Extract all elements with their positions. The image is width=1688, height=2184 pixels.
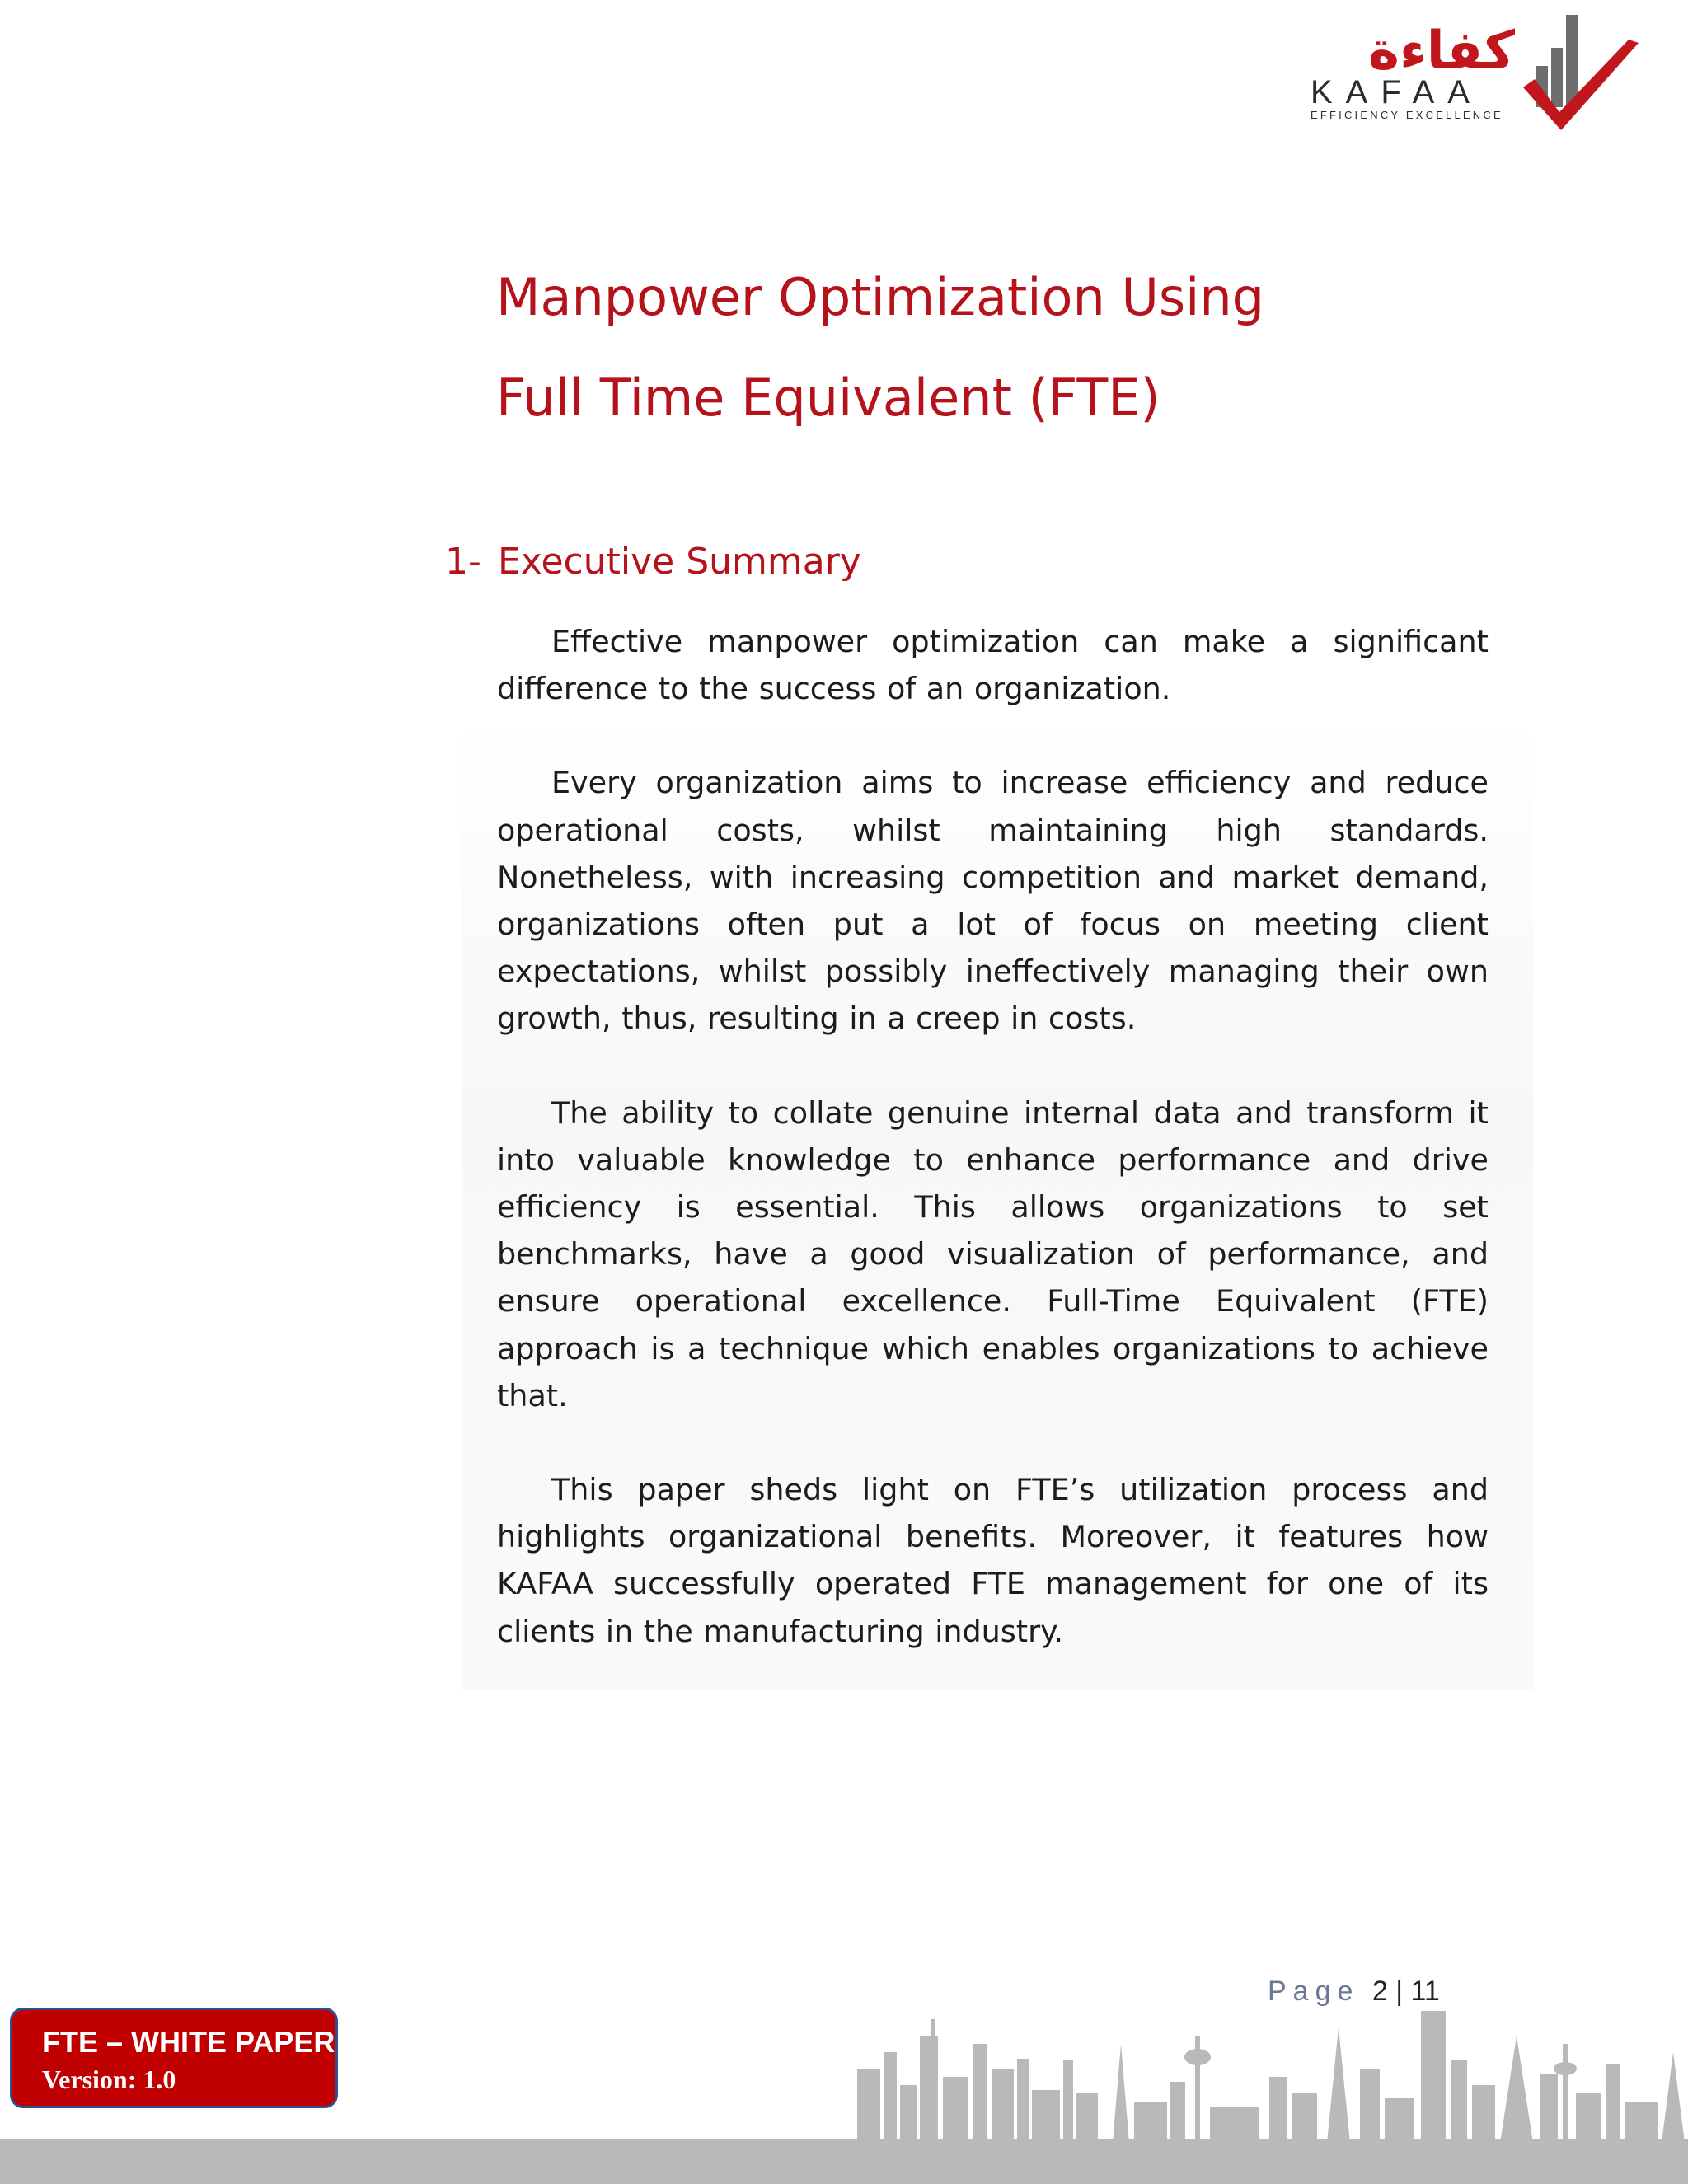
page-number [1268, 1973, 1440, 2009]
section-number: 1- [445, 541, 481, 583]
paragraph: The ability to collate genuine internal data and transform it into valuable knowledge to enhance performance and drive efficiency is essential. This allows organizations to set benchmarks, have a good visualization of performance, and ensure operational excellence. Full-Time Equivalent (FTE) approach is a technique which enables organizations to achieve that. [497, 1094, 1489, 1413]
paragraph: Effective manpower optimization can make a significant difference to the success of an organization. [497, 624, 1489, 707]
document-badge [10, 2008, 338, 2108]
document-title [496, 247, 1485, 448]
kafaa-logo [1302, 15, 1640, 138]
city-skyline-illustration [841, 2011, 1688, 2143]
section-body [497, 618, 1489, 1702]
title-line-2: Full Time Equivalent (FTE) [496, 368, 1160, 428]
title-line-1: Manpower Optimization Using [496, 267, 1264, 327]
badge-version: Version: 1.0 [42, 2064, 176, 2094]
logo-tagline: EFFICIENCY EXCELLENCE [1311, 109, 1503, 121]
footer-band [0, 2139, 1688, 2184]
section-heading [445, 537, 861, 587]
paragraph: Every organization aims to increase efficiency and reduce operational costs, whilst maintaining high standards. Nonetheless, with increasing competition and market demand, organizations often put a lot of focus on meeting client expectations, whilst possibly ineffectively managing their own growth, thus, resulting in a creep in costs. [497, 765, 1489, 1037]
section-title: Executive Summary [498, 541, 861, 583]
logo-arabic-text: كفاءة [1368, 21, 1515, 82]
bar-chart-check-icon [1523, 15, 1639, 138]
page-label: Page [1268, 1975, 1360, 2007]
page-count: 2 | 11 [1372, 1975, 1440, 2007]
badge-title: FTE – WHITE PAPER [42, 2025, 335, 2059]
paragraph: This paper sheds light on FTE’s utilization process and highlights organizational benefits. Moreover, it features how KAFAA successfully operated FTE management for one of its clients in the manufacturing industry. [497, 1472, 1489, 1649]
logo-name: KAFAA [1311, 74, 1483, 110]
